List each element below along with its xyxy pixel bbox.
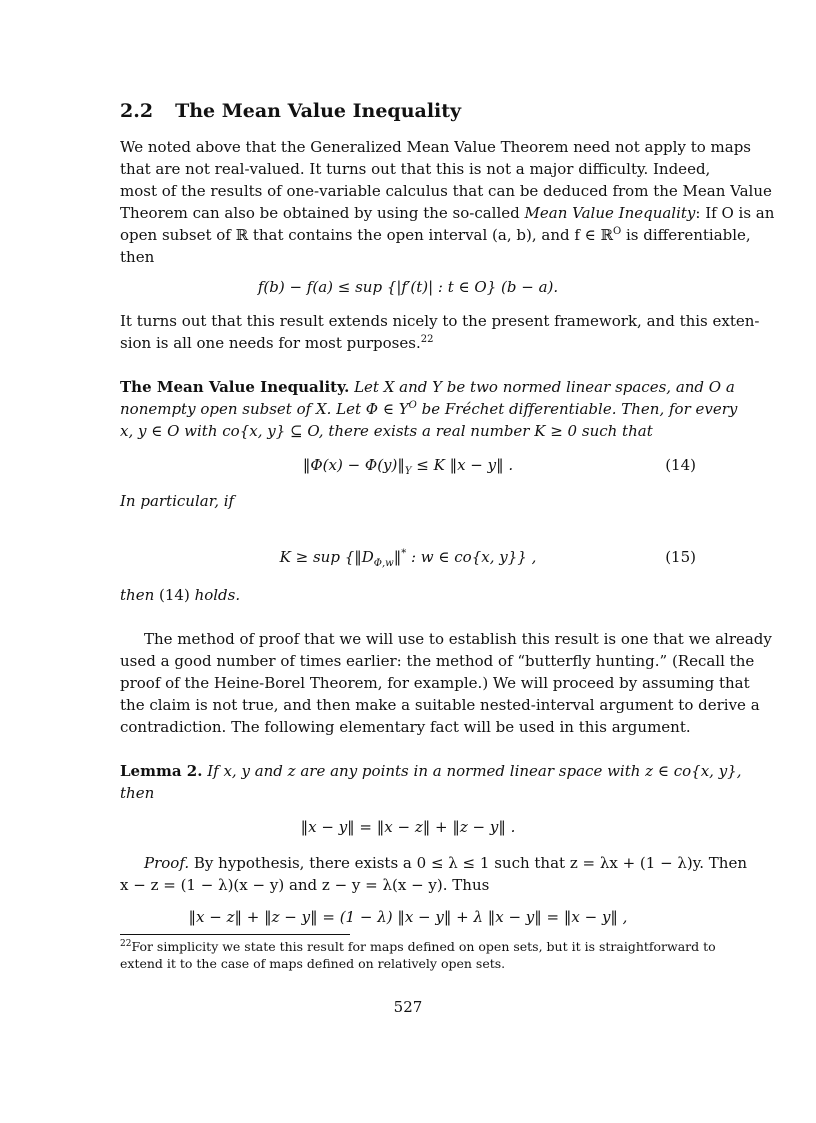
intro-line-5-post: is differentiable,: [621, 226, 751, 244]
equation-15-sub: Φ,w: [373, 558, 394, 569]
theorem-line-1-text: Let X and Y be two normed linear spaces, and O a: [349, 378, 735, 396]
theorem-line-2-post: be Fréchet differentiable. Then, for every: [416, 400, 738, 418]
lemma-line-1: [120, 760, 742, 782]
section-title: The Mean Value Inequality: [175, 100, 462, 122]
section-number: 2.2: [120, 100, 154, 122]
theorem-line-2-text: nonempty open subset of X. Let Φ ∈ Y: [120, 400, 409, 418]
intro-line-2: that are not real-valued. It turns out that this is not a major difficulty. Indeed,: [120, 160, 711, 178]
equation-14-rhs: ≤ K ‖x − y‖ .: [411, 456, 514, 474]
intro-line-5: [120, 224, 751, 246]
equation-15-pre: K ≥ sup {‖D: [279, 548, 374, 566]
method-line-3: proof of the Heine-Borel Theorem, for example.) We will proceed by assuming that: [120, 674, 750, 692]
equation-14-sub: Y: [404, 466, 412, 477]
footnote-line-1: [120, 938, 716, 955]
equation-15-label: (15): [665, 548, 696, 566]
theorem-line-2-sup: O: [408, 400, 417, 411]
after-line-1: It turns out that this result extends nicely to the present framework, and this exten-: [120, 312, 760, 330]
method-line-2: used a good number of times earlier: the method of “butterfly hunting.” (Recall the: [120, 652, 755, 670]
lemma-name: Lemma 2.: [120, 762, 203, 780]
theorem-line-1: [120, 376, 735, 398]
equation-15-mid: ‖: [393, 548, 402, 566]
theorem-line-2: [120, 398, 738, 420]
equation-14-label: (14): [665, 456, 696, 474]
proof-line-2: x − z = (1 − λ)(x − y) and z − y = λ(x − y). Thus: [120, 876, 490, 894]
proof-line-1-text: By hypothesis, there exists a 0 ≤ λ ≤ 1 such that z = λx + (1 − λ)y. Then: [189, 854, 747, 872]
then-holds-post: holds.: [189, 586, 241, 604]
after-line-2: [120, 332, 696, 354]
then-holds-pre: then: [120, 586, 159, 604]
footnote-rule: [120, 934, 350, 935]
proof-equation: ‖x − z‖ + ‖z − y‖ = (1 − λ) ‖x − y‖ + λ ‖x − y‖ = ‖x − y‖ ,: [188, 908, 628, 926]
page-number: 527: [393, 998, 423, 1016]
then-holds: [120, 584, 696, 606]
intro-line-5-sup: O: [613, 226, 622, 237]
method-line-1: The method of proof that we will use to establish this result is one that we already: [144, 630, 772, 648]
intro-equation: f(b) − f(a) ≤ sup {|f′(t)| : t ∈ O} (b − a).: [257, 278, 559, 296]
lemma-equation: ‖x − y‖ = ‖x − z‖ + ‖z − y‖ .: [300, 818, 516, 836]
footnote-ref-22[interactable]: 22: [420, 334, 434, 345]
intro-line-5-text: open subset of ℝ that contains the open interval (a, b), and f ∈ ℝ: [120, 226, 614, 244]
theorem-name: The Mean Value Inequality.: [120, 378, 350, 396]
equation-15-post: : w ∈ co{x, y}} ,: [406, 548, 537, 566]
footnote-line-2: extend it to the case of maps defined on relatively open sets.: [120, 956, 506, 971]
intro-line-4: [120, 202, 775, 224]
in-particular: In particular, if: [120, 492, 235, 510]
intro-line-4-pre: Theorem can also be obtained by using the so-called: [120, 204, 525, 222]
lemma-line-2: then: [120, 784, 155, 802]
mean-value-inequality-term: Mean Value Inequality: [524, 204, 696, 222]
equation-15-sup: *: [401, 548, 407, 559]
equation-14: [120, 454, 696, 476]
footnote-mark: 22: [120, 938, 132, 949]
section-heading: [120, 100, 461, 122]
after-line-2-text: sion is all one needs for most purposes.: [120, 334, 421, 352]
proof-line-1: [144, 852, 747, 874]
method-line-5: contradiction. The following elementary fact will be used in this argument.: [120, 718, 691, 736]
method-line-4: the claim is not true, and then make a suitable nested-interval argument to derive a: [120, 696, 760, 714]
theorem-line-3: x, y ∈ O with co{x, y} ⊆ O, there exists a real number K ≥ 0 such that: [120, 422, 653, 440]
lemma-line-1-text: If x, y and z are any points in a normed linear space with z ∈ co{x, y},: [202, 762, 742, 780]
equation-15: [120, 546, 696, 568]
intro-line-3: most of the results of one-variable calculus that can be deduced from the Mean Value: [120, 182, 772, 200]
intro-line-6: then: [120, 248, 155, 266]
intro-line-1: We noted above that the Generalized Mean Value Theorem need not apply to maps: [120, 138, 751, 156]
proof-label: Proof.: [144, 854, 190, 872]
equation-14-ref[interactable]: (14): [159, 586, 190, 604]
footnote-line-1-text: For simplicity we state this result for maps defined on open sets, but it is straightforward to: [131, 939, 716, 954]
intro-line-4-post: : If O is an: [695, 204, 775, 222]
equation-14-lhs: ‖Φ(x) − Φ(y)‖: [302, 456, 405, 474]
